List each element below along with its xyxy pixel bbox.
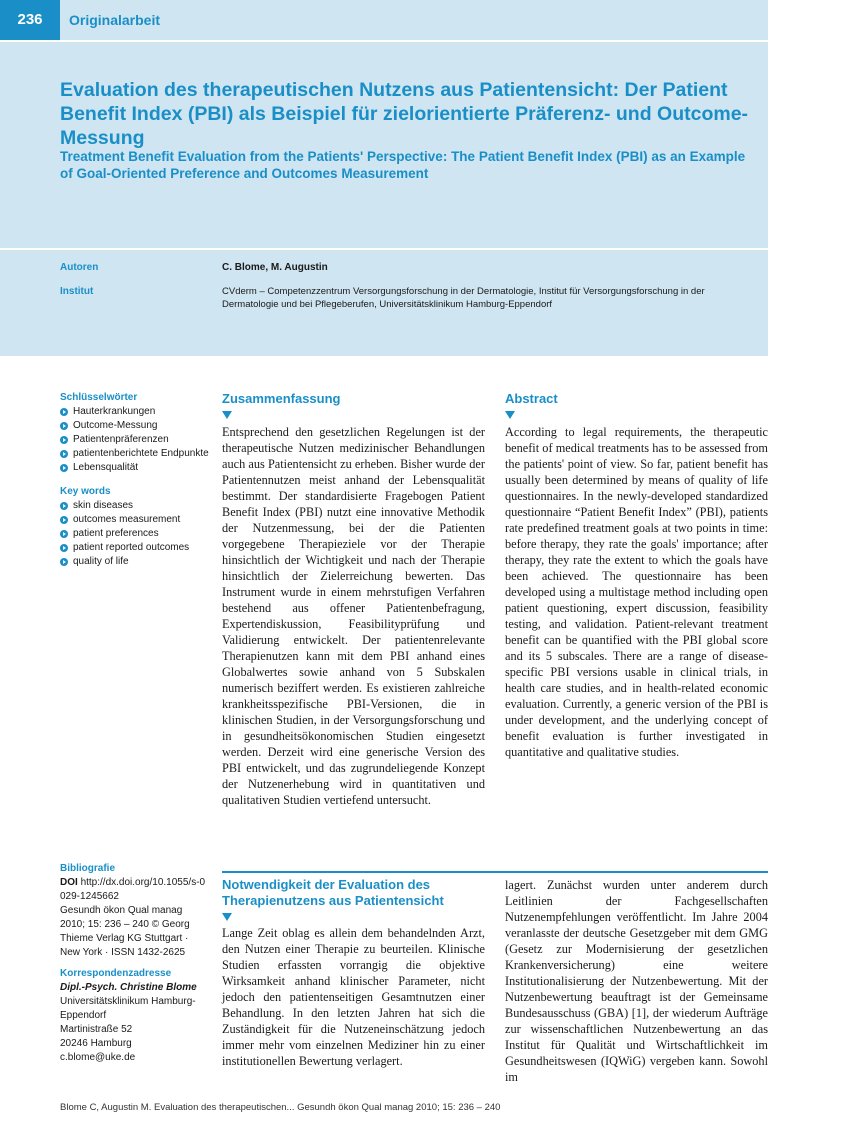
keyword-item: Hauterkrankungen bbox=[60, 405, 210, 419]
section-rule bbox=[222, 871, 768, 873]
section1-text-left: Lange Zeit oblag es allein dem behandelnden Arzt, den Nutzen einer Therapie zu beurteilen. Klinische Studien erfassten vorrangig die objektive Wirksamkeit anhand klinischer Parameter, nicht jedoch den patientenseitigen Gesamtnutzen einer Behandlung. In den letzten Jahren hat sich die Zuständigkeit für die Nutzeneinschätzung jedoch immer mehr vom einzelnen Mediziner hin zu einer institutionellen Bewertung verlagert. bbox=[222, 926, 485, 1068]
correspondence-email[interactable]: c.blome@uke.de bbox=[60, 1052, 136, 1063]
summary-heading: Zusammenfassung bbox=[222, 391, 341, 406]
section-label: Originalarbeit bbox=[69, 12, 161, 28]
bibliography-block bbox=[60, 862, 210, 1065]
authors: C. Blome, M. Augustin bbox=[222, 262, 328, 273]
correspondence-name: Dipl.-Psych. Christine Blome bbox=[60, 982, 197, 993]
title-english: Treatment Benefit Evaluation from the Patients' Perspective: The Patient Benefit Index (PBI) as an Example of Goal-Oriented Preference and Outcomes Measurement bbox=[60, 149, 746, 181]
keyword-item: patientenberichtete Endpunkte bbox=[60, 447, 210, 461]
summary-text: Entsprechend den gesetzlichen Regelungen ist der therapeutische Nutzen medizinischer Behandlungen auch aus Patientensicht zu erheben. Bisher wurde der Patientennutzen meist anhand der Lebensqualität bestimmt. Der standardisierte Fragebogen Patient Benefit Index (PBI) nutzt eine innovative Methodik der Nutzenmessung, bei der die Patienten vorgegebene Therapieziele vor der Therapie hinsichtlich der Wichtigkeit und nach der Therapie hinsichtlich der Zielerreichung bewerten. Das Instrument wurde in einem mehrstufigen Verfahren bestehend aus offener Patientenbefragung, Expertendiskussion, Feasibilityprüfung und Validierung entwickelt. Der patientenrelevante Therapienutzen kann mit dem PBI anhand eines Globalwertes sowie anhand von 5 Subskalen numerisch beziffert werden. Es existieren zahlreiche krankheitsspezifische PBI-Versionen, die in klinischen Studien, in der Versorgungsforschung und in gesundheitsökonomischen Studien eingesetzt werden. Derzeit wird eine generische Version des PBI entwickelt, und das zugrundeliegende Konzept der Nutzenerhebung wird in quantitativen und qualitativen Studien vertiefend untersucht. bbox=[222, 425, 485, 807]
keyword-item: patient reported outcomes bbox=[60, 541, 210, 555]
triangle-marker-icon bbox=[505, 411, 515, 419]
keyword-item: skin diseases bbox=[60, 499, 210, 513]
page-number: 236 bbox=[0, 0, 60, 40]
triangle-marker-icon bbox=[222, 411, 232, 419]
citation: Gesundh ökon Qual manag 2010; 15: 236 – 240 © Georg Thieme Verlag KG Stuttgart · New York · ISSN 1432-2625 bbox=[60, 905, 190, 958]
abstract-text: According to legal requirements, the therapeutic benefit of medical treatments has to be assessed from the patients' point of view. So far, patient benefit has usually been determined by means of quality of life questionnaires. In the newly-developed standardized questionnaire “Patient Benefit Index” (PBI), patients rate predefined treatment goals at two points in time: before therapy, they rate the goals' importance; after therapy, they rate the extent to which the goals have been achieved. The questionnaire has been developed using a multistage method including open patient questioning, expert discussion, feasibility testing, and validation. Patient-relevant treatment benefit can be quantified with the PBI global score and its 5 subscales. There are a range of disease-specific PBI versions usable in clinical trials, in health care studies, and in health-related economic evaluation. Currently, a generic version of the PBI is under development, and the underlying concept of benefit evaluation is further investigated in quantitative and qualitative studies. bbox=[505, 425, 768, 759]
title-german: Evaluation des therapeutischen Nutzens aus Patientensicht: Der Patient Benefit Index (PBI) als Beispiel für zielorientierte Präferenz- und Outcome-Messung bbox=[60, 79, 749, 149]
doi-line bbox=[60, 876, 210, 904]
doi-link[interactable]: http://dx.doi.org/10.1055/s-0029-1245662 bbox=[60, 877, 206, 902]
author-panel bbox=[0, 250, 768, 356]
abstract-heading: Abstract bbox=[505, 391, 558, 406]
keyword-item: outcomes measurement bbox=[60, 513, 210, 527]
keyword-item: Lebensqualität bbox=[60, 461, 210, 475]
authors-label: Autoren bbox=[60, 262, 99, 273]
keywords-de-heading: Schlüsselwörter bbox=[60, 392, 138, 403]
keyword-item: Patientenpräferenzen bbox=[60, 433, 210, 447]
keyword-item: patient preferences bbox=[60, 527, 210, 541]
keywords-sidebar bbox=[60, 391, 210, 569]
doi-label: DOI bbox=[60, 877, 78, 888]
section1-heading: Notwendigkeit der Evaluation des Therapienutzens aus Patientensicht bbox=[222, 877, 444, 908]
keywords-en-list bbox=[60, 499, 210, 569]
correspondence-street: Martinistraße 52 bbox=[60, 1024, 133, 1035]
keywords-de-list bbox=[60, 405, 210, 475]
page-footer: Blome C, Augustin M. Evaluation des therapeutischen... Gesundh ökon Qual manag 2010; 15: 236 – 240 bbox=[60, 1102, 501, 1113]
triangle-marker-icon bbox=[222, 913, 232, 921]
keyword-item: Outcome-Messung bbox=[60, 419, 210, 433]
keywords-en-heading: Key words bbox=[60, 486, 111, 497]
bibliography-heading: Bibliografie bbox=[60, 863, 116, 874]
institute: CVderm – Competenzzentrum Versorgungsforschung in der Dermatologie, Institut für Versorgungsforschung in der Dermatologie und bei Pflegeberufen, Universitätsklinikum Hamburg-Eppendorf bbox=[222, 286, 705, 310]
institute-label: Institut bbox=[60, 286, 94, 297]
correspondence-city: 20246 Hamburg bbox=[60, 1038, 132, 1049]
section1-text-right: lagert. Zunächst wurden unter anderem durch Leitlinien der Fachgesellschaften Nutzenempfehlungen veröffentlicht. Im Jahre 2004 veranlasste der deutsche Gesetzgeber mit dem GMG (Gesetz zur Modernisierung der gesetzlichen Krankenversicherung) eine weitere Institutionalisierung der Nutzenbewertung. Mit der Nutzenbewertung beauftragt ist der Gemeinsame Bundesausschuss (GBA) [1], der wiederum Aufträge zur wissenschaftlichen Nutzenbewertung an das Institut für Qualität und Wirtschaftlichkeit im Gesundheitswesen (IQWiG) vergeben kann. Sowohl im bbox=[505, 878, 768, 1084]
title-panel bbox=[0, 42, 768, 248]
correspondence-heading: Korrespondenzadresse bbox=[60, 968, 172, 979]
correspondence-institution: Universitätsklinikum Hamburg-Eppendorf bbox=[60, 996, 196, 1021]
keyword-item: quality of life bbox=[60, 555, 210, 569]
